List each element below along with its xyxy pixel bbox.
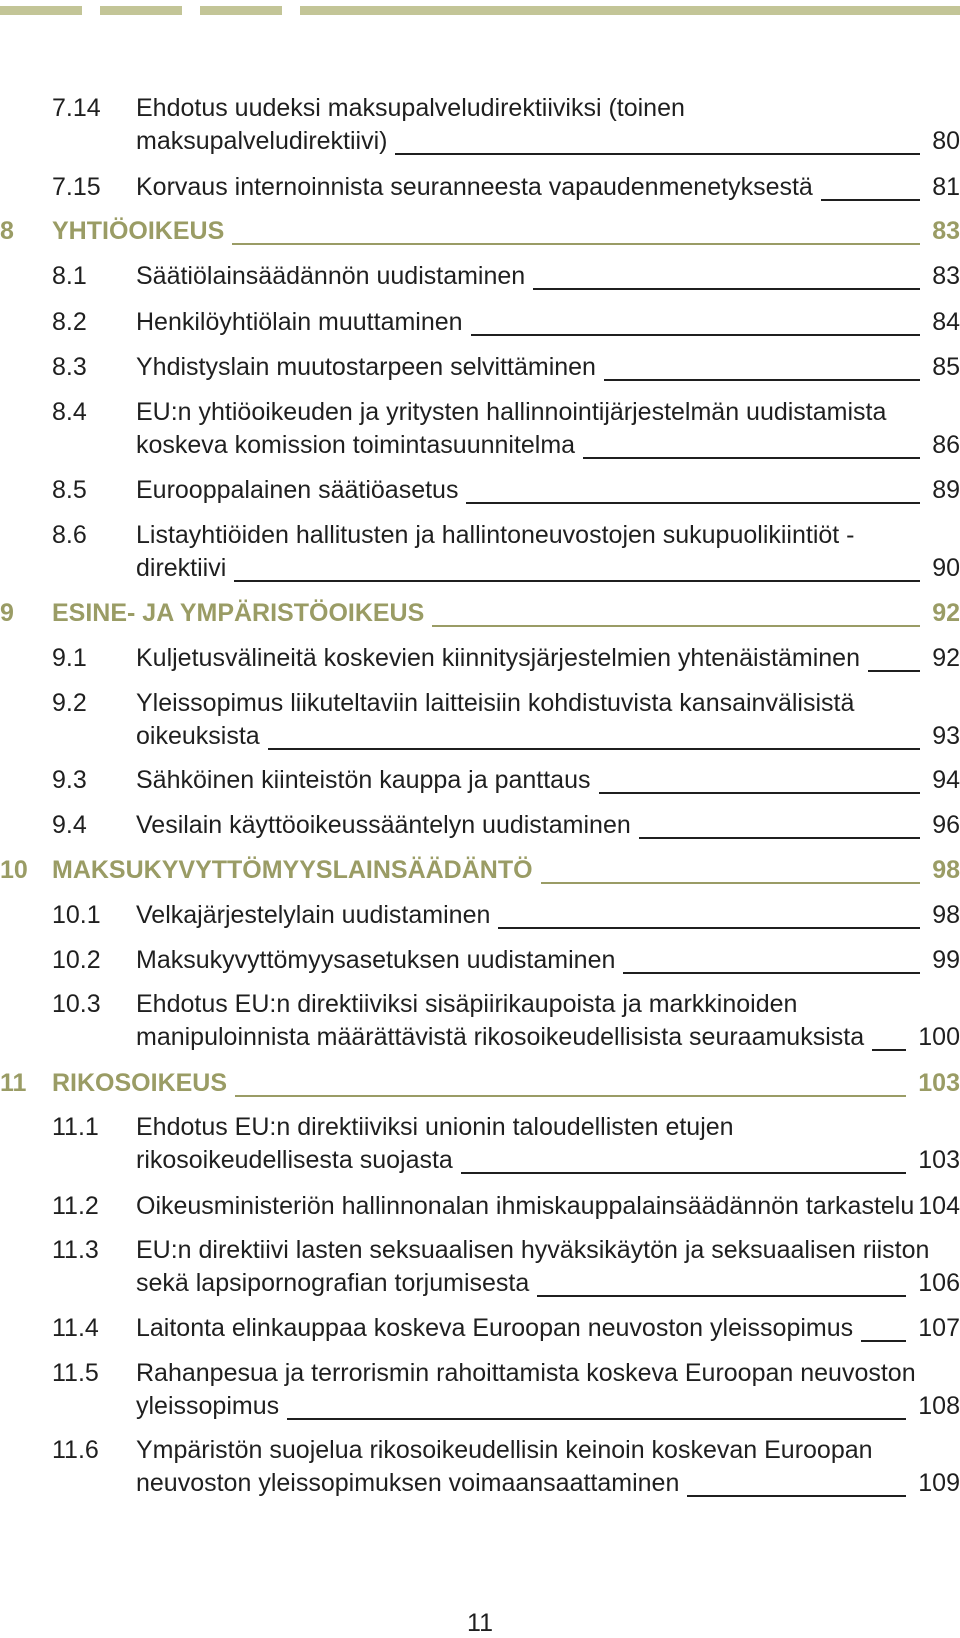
toc-entry-number: 11 <box>0 1069 27 1097</box>
toc-chapter-heading <box>0 597 960 630</box>
toc-entry-page: 83 <box>932 217 960 245</box>
toc-entry-page: 83 <box>932 262 960 290</box>
toc-entry <box>0 988 960 1054</box>
toc-entry-title <box>136 1234 930 1300</box>
toc-entry-title-line: Eurooppalainen säätiöasetus <box>136 476 459 504</box>
toc-chapter-heading <box>0 1067 960 1100</box>
toc-entry-page: 106 <box>918 1269 960 1297</box>
toc-entry-page: 107 <box>918 1314 960 1342</box>
toc-entry <box>0 171 960 204</box>
toc-leader-line <box>268 748 921 750</box>
toc-entry-page: 92 <box>932 644 960 672</box>
toc-entry-number: 8.2 <box>52 308 87 336</box>
toc-entry-page: 94 <box>932 766 960 794</box>
toc-entry-title <box>136 519 896 585</box>
toc-entry-number: 11.3 <box>52 1236 99 1264</box>
toc-entry-title-line: Rahanpesua ja terrorismin rahoittamista koskeva Euroopan neuvoston <box>136 1359 916 1387</box>
toc-entry-number: 8.6 <box>52 521 87 549</box>
toc-leader-line <box>861 1340 906 1342</box>
toc-entry <box>0 809 960 842</box>
toc-entry <box>0 306 960 339</box>
toc-entry-title-line: YHTIÖOIKEUS <box>52 217 225 245</box>
toc-entry-title-line: rikosoikeudellisesta suojasta <box>136 1146 453 1174</box>
toc-entry <box>0 687 960 753</box>
toc-entry-number: 8.4 <box>52 398 87 426</box>
toc-entry-number: 9.4 <box>52 811 87 839</box>
toc-entry-page: 99 <box>932 946 960 974</box>
toc-entry-page: 100 <box>918 1023 960 1051</box>
toc-entry-page: 109 <box>918 1469 960 1497</box>
toc-entry-title-line: Korvaus internoinnista seuranneesta vapaudenmenetyksestä <box>136 173 813 201</box>
toc-entry-title-line: Oikeusministeriön hallinnonalan ihmiskauppalainsäädännön tarkastelu <box>136 1192 915 1220</box>
toc-entry <box>0 1312 960 1345</box>
toc-entry-page: 103 <box>918 1069 960 1097</box>
toc-leader-line <box>287 1418 906 1420</box>
toc-entry-number: 8.3 <box>52 353 87 381</box>
toc-leader-line <box>471 334 921 336</box>
toc-entry <box>0 260 960 293</box>
toc-entry-title-line: MAKSUKYVYTTÖMYYSLAINSÄÄDÄNTÖ <box>52 856 533 884</box>
toc-entry-title-line: Ehdotus EU:n direktiiviksi sisäpiirikaupoista ja markkinoiden <box>136 990 798 1018</box>
toc-entry-title-line: Henkilöyhtiölain muuttaminen <box>136 308 463 336</box>
toc-entry-page: 104 <box>918 1192 960 1220</box>
toc-entry-title-line: Sähköinen kiinteistön kauppa ja panttaus <box>136 766 591 794</box>
toc-leader-line <box>235 1095 906 1097</box>
toc-chapter-heading <box>0 215 960 248</box>
toc-entry <box>0 1434 960 1500</box>
toc-entry-page: 86 <box>932 431 960 459</box>
toc-entry-number: 7.15 <box>52 173 101 201</box>
toc-entry-page: 103 <box>918 1146 960 1174</box>
toc-entry-title-line: neuvoston yleissopimuksen voimaansaattaminen <box>136 1469 680 1497</box>
toc-leader-line <box>687 1495 906 1497</box>
toc-entry-number: 11.1 <box>52 1113 99 1141</box>
toc-entry-page: 108 <box>918 1392 960 1420</box>
toc-entry-number: 9 <box>0 599 14 627</box>
toc-entry-number: 11.4 <box>52 1314 99 1342</box>
toc-leader-line <box>466 502 920 504</box>
toc-entry <box>0 1357 960 1423</box>
toc-entry-title <box>136 396 896 462</box>
toc-entry-title-line: ESINE- JA YMPÄRISTÖOIKEUS <box>52 599 425 627</box>
toc-entry-title-line: direktiivi <box>136 554 227 582</box>
toc-entry-page: 90 <box>932 554 960 582</box>
toc-entry-number: 7.14 <box>52 94 101 122</box>
toc-entry-title-line: EU:n yhtiöoikeuden ja yritysten hallinnointijärjestelmän uudistamista <box>136 398 887 426</box>
toc-entry-number: 11.5 <box>52 1359 99 1387</box>
toc-entry-title <box>136 1111 896 1177</box>
toc-entry-page: 85 <box>932 353 960 381</box>
toc-entry-title-line: EU:n direktiivi lasten seksuaalisen hyväksikäytön ja seksuaalisen riiston <box>136 1236 930 1264</box>
toc-leader-line <box>583 457 920 459</box>
toc-entry <box>0 1190 960 1223</box>
toc-entry-title <box>136 1357 916 1423</box>
toc-leader-line <box>461 1172 906 1174</box>
toc-entry-title-line: Yleissopimus liikuteltaviin laitteisiin kohdistuvista kansainvälisistä <box>136 689 855 717</box>
toc-entry-number: 10.2 <box>52 946 101 974</box>
toc-leader-line <box>599 792 921 794</box>
toc-entry-number: 9.1 <box>52 644 87 672</box>
toc-entry-title-line: Yhdistyslain muutostarpeen selvittäminen <box>136 353 596 381</box>
toc-entry <box>0 1111 960 1177</box>
toc-entry-number: 11.6 <box>52 1436 99 1464</box>
toc-entry-title-line: Säätiölainsäädännön uudistaminen <box>136 262 526 290</box>
decor-bar <box>0 6 82 15</box>
toc-entry-title <box>136 687 896 753</box>
toc-entry-title <box>136 1190 915 1223</box>
toc-entry <box>0 351 960 384</box>
toc-leader-line <box>432 625 920 627</box>
toc-leader-line <box>395 153 920 155</box>
toc-entry-title <box>136 642 896 675</box>
toc-entry-number: 9.3 <box>52 766 87 794</box>
toc-entry-title-line: Maksukyvyttömyysasetuksen uudistaminen <box>136 946 616 974</box>
toc-leader-line <box>498 927 920 929</box>
toc-entry-page: 93 <box>932 722 960 750</box>
toc-entry-page: 96 <box>932 811 960 839</box>
decor-bar <box>300 6 960 15</box>
toc-entry <box>0 474 960 507</box>
toc-entry-title-line: Ehdotus uudeksi maksupalveludirektiiviksi (toinen <box>136 94 685 122</box>
page-number: 11 <box>467 1609 493 1637</box>
toc-entry <box>0 944 960 977</box>
toc-entry-number: 8.1 <box>52 262 87 290</box>
toc-entry-number: 9.2 <box>52 689 87 717</box>
toc-entry-page: 89 <box>932 476 960 504</box>
toc-entry <box>0 519 960 585</box>
toc-leader-line <box>541 882 921 884</box>
toc-entry-title <box>136 171 896 204</box>
toc-leader-line <box>234 580 920 582</box>
toc-entry <box>0 642 960 675</box>
toc-entry <box>0 764 960 797</box>
toc-entry-title-line: oikeuksista <box>136 722 260 750</box>
toc-entry-title-line: yleissopimus <box>136 1392 280 1420</box>
toc-leader-line <box>232 243 920 245</box>
toc-entry-title <box>136 92 896 158</box>
toc-entry <box>0 1234 960 1300</box>
toc-entry-page: 98 <box>932 901 960 929</box>
toc-entry-title-line: sekä lapsipornografian torjumisesta <box>136 1269 530 1297</box>
toc-leader-line <box>639 837 920 839</box>
toc-entry-title <box>136 1312 896 1345</box>
toc-entry-title-line: Kuljetusvälineitä koskevien kiinnitysjärjestelmien yhtenäistäminen <box>136 644 860 672</box>
toc-entry-number: 10 <box>0 856 28 884</box>
toc-entry-number: 11.2 <box>52 1192 99 1220</box>
toc-entry-title-line: Laitonta elinkauppaa koskeva Euroopan neuvoston yleissopimus <box>136 1314 854 1342</box>
toc-entry-page: 80 <box>932 127 960 155</box>
toc-leader-line <box>533 288 920 290</box>
toc-entry <box>0 92 960 158</box>
toc-entry-title-line: Vesilain käyttöoikeussääntelyn uudistaminen <box>136 811 631 839</box>
toc-entry-title-line: manipuloinnista määrättävistä rikosoikeudellisista seuraamuksista <box>136 1023 865 1051</box>
toc-entry-number: 8.5 <box>52 476 87 504</box>
toc-entry-number: 10.1 <box>52 901 101 929</box>
toc-leader-line <box>623 972 920 974</box>
toc-entry-page: 84 <box>932 308 960 336</box>
toc-leader-line <box>868 670 920 672</box>
toc-entry-title-line: Ehdotus EU:n direktiiviksi unionin taloudellisten etujen <box>136 1113 734 1141</box>
decor-bar <box>200 6 282 15</box>
toc-entry-page: 92 <box>932 599 960 627</box>
toc-leader-line <box>604 379 920 381</box>
toc-entry-title-line: Listayhtiöiden hallitusten ja hallintoneuvostojen sukupuolikiintiöt - <box>136 521 855 549</box>
toc-chapter-heading <box>0 854 960 887</box>
toc-entry <box>0 396 960 462</box>
toc-leader-line <box>872 1049 906 1051</box>
toc-entry-title-line: Ympäristön suojelua rikosoikeudellisin keinoin koskevan Euroopan <box>136 1436 873 1464</box>
toc-leader-line <box>537 1295 906 1297</box>
toc-entry-page: 81 <box>932 173 960 201</box>
toc-entry <box>0 899 960 932</box>
decor-bar <box>100 6 182 15</box>
toc-entry-title <box>136 988 896 1054</box>
toc-entry-title-line: Velkajärjestelylain uudistaminen <box>136 901 491 929</box>
toc-entry-number: 8 <box>0 217 14 245</box>
toc-entry-title-line: koskeva komission toimintasuunnitelma <box>136 431 576 459</box>
toc-leader-line <box>821 199 920 201</box>
toc-entry-page: 98 <box>932 856 960 884</box>
toc-entry-number: 10.3 <box>52 990 101 1018</box>
toc-entry-title <box>136 1434 896 1500</box>
toc-entry-title-line: RIKOSOIKEUS <box>52 1069 228 1097</box>
toc-entry-title-line: maksupalveludirektiivi) <box>136 127 388 155</box>
